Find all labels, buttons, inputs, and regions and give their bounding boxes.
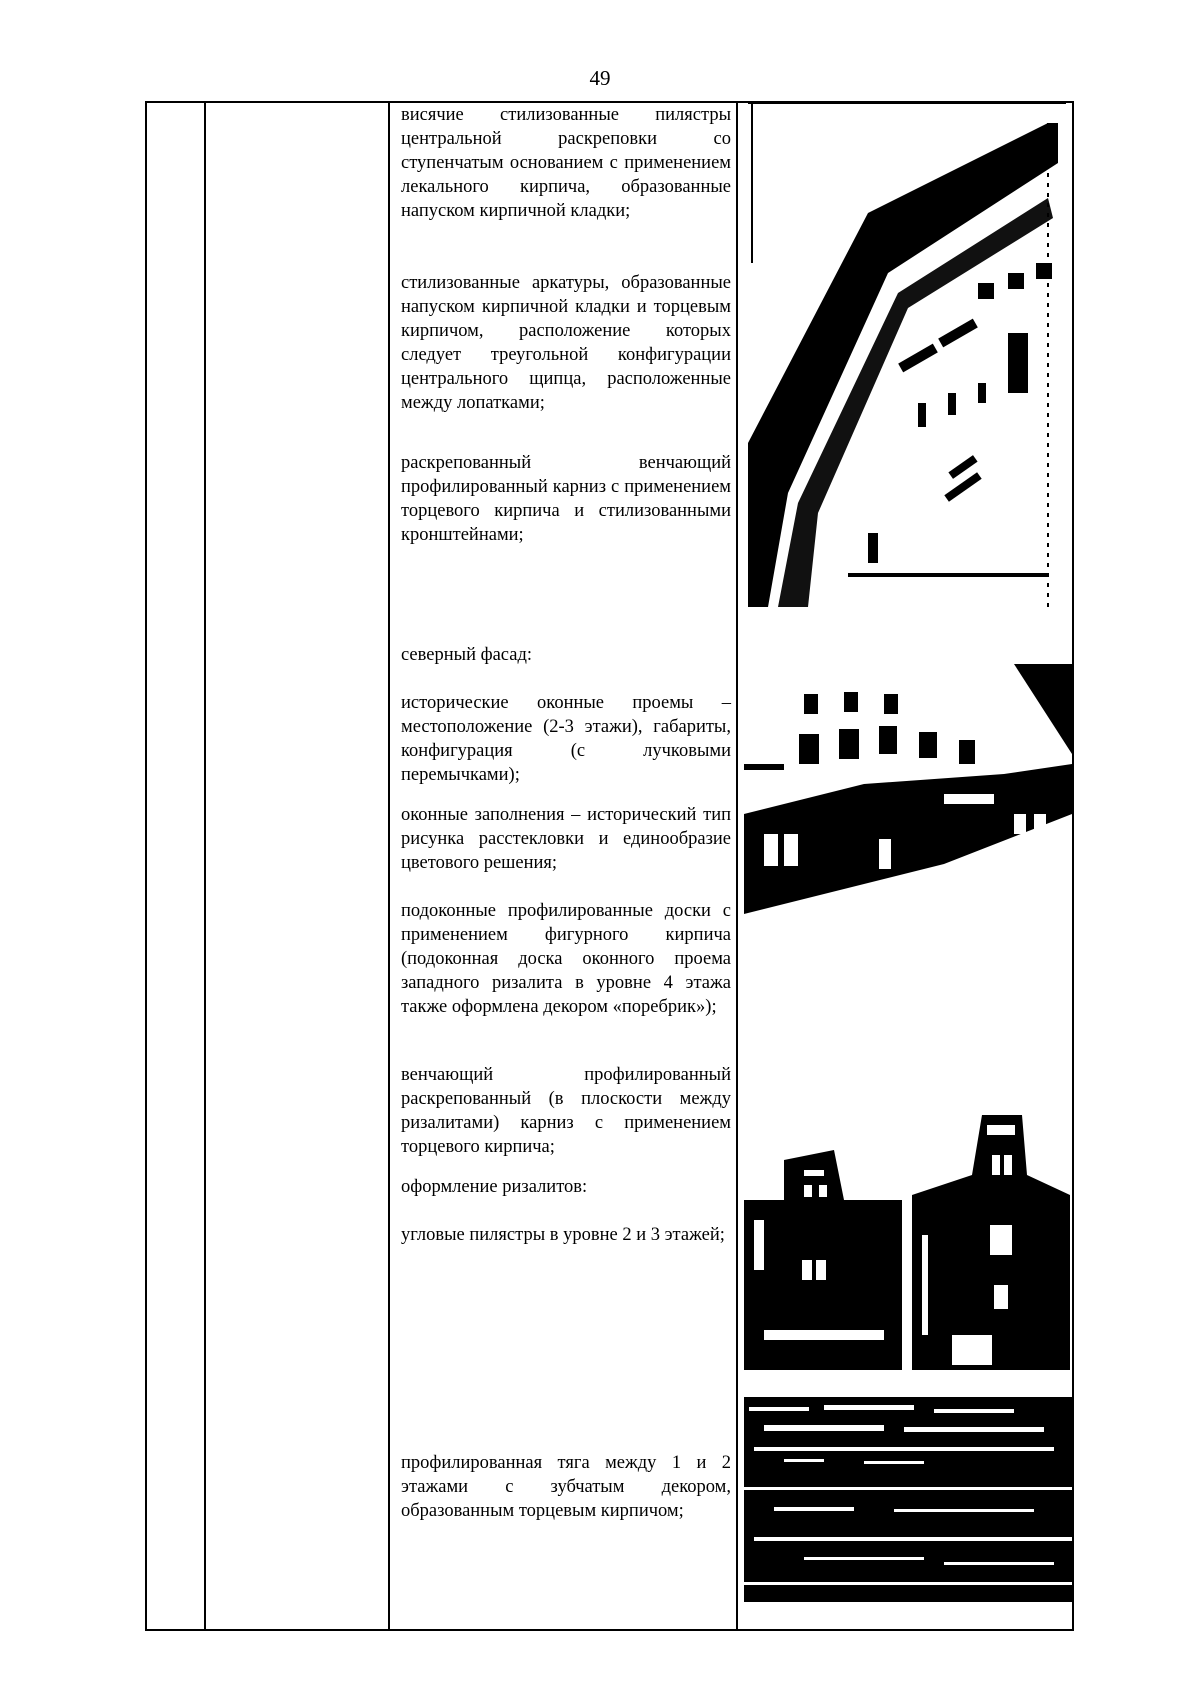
paragraph-arcatures: стилизованные аркатуры, образованные напуском кирпичной кладки и торцевым кирпичом, расположение которых следует треугольной конфигурации центрального щипца, расположенные между лопатками; — [401, 273, 731, 413]
column-divider-2 — [388, 101, 390, 1631]
page-number: 49 — [589, 66, 611, 90]
photo-risalit-right — [912, 1115, 1070, 1370]
paragraph-north-cornice: венчающий профилированный раскрепованный (в плоскости между ризалитами) карниз с применением торцевого кирпича; — [401, 1065, 731, 1157]
paragraph-corner-pilasters: угловые пилястры в уровне 2 и 3 этажей; — [401, 1225, 725, 1245]
paragraph-crowning-cornice: раскрепованный венчающий профилированный карниз с применением торцевого кирпича и стилизованными кронштейнами; — [401, 453, 731, 545]
paragraph-pilasters: висячие стилизованные пилястры центральной раскреповки со ступенчатым основанием с применением лекального кирпича, образованные напуском кирпичной кладки; — [401, 105, 731, 221]
paragraph-north-facade-heading: северный фасад: — [401, 645, 532, 665]
photo-north-facade — [744, 664, 1072, 914]
paragraph-window-fillings: оконные заполнения – исторический тип рисунка расстекловки и единообразие цветового решения; — [401, 805, 731, 873]
paragraph-risalits-heading: оформление ризалитов: — [401, 1177, 588, 1197]
paragraph-window-sills: подоконные профилированные доски с применением фигурного кирпича (подоконная доска оконного проема западного ризалита в уровне 4 этажа также оформлена декором «поребрик»); — [401, 901, 731, 1017]
paragraph-belt-course: профилированная тяга между 1 и 2 этажами с зубчатым декором, образованным торцевым кирпичом; — [401, 1453, 731, 1521]
paragraph-window-openings: исторические оконные проемы – местоположение (2-3 этажи), габариты, конфигурация (с лучковыми перемычками); — [401, 693, 731, 785]
photo-risalit-left — [744, 1140, 902, 1370]
photo-belt-course — [744, 1397, 1072, 1602]
photo-gable-cornice — [748, 103, 1066, 607]
column-divider-3 — [736, 101, 738, 1631]
column-divider-1 — [204, 101, 206, 1631]
